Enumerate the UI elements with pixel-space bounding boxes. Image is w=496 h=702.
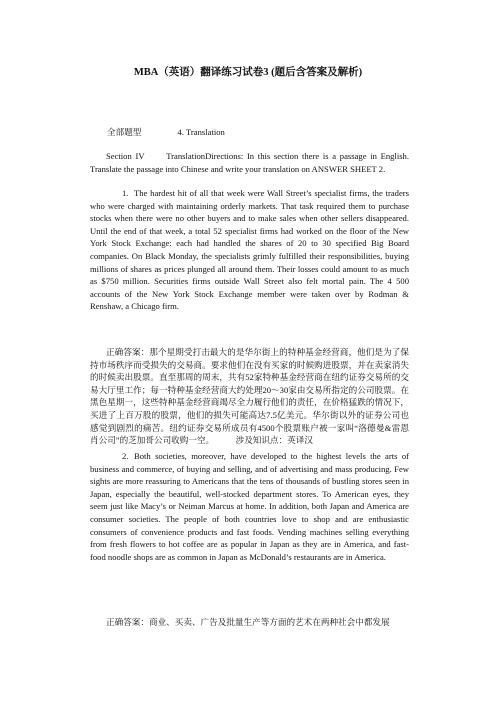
answer-2-text: 正确答案：商业、买卖、广告及批量生产等方面的艺术在两种社会中都发展 xyxy=(106,617,390,627)
question-1-number: 1. xyxy=(122,188,129,198)
question-1-text: The hardest hit of all that week were Wall Street’s specialist firms, the traders who were charged with maintaining orderly markets. That task required them to purchase stocks when there were no other buyers and to make sales when other sellers disappeared. Until the end of that week, a total 52 specialist firms had worked on the floor of the New York Stock Exchange: each had handled the shares of 20 to 30 specified Big Board companies. On Black Monday, the specialists grimly fulfilled their responsibilities, buying millions of shares as prices plunged all around them. Their losses could amount to as much as $750 million. Securities firms outside Wall Street also felt mortal pain. The 4 500 accounts of the New York Stock Exchange member were taken over by Rodman & Renshaw, a Chicago firm. xyxy=(90,188,409,312)
document-title: MBA（英语）翻译练习试卷3 (题后含答案及解析) xyxy=(133,67,363,78)
question-type-value: 4. Translation xyxy=(177,127,225,137)
question-1 xyxy=(90,187,409,313)
question-type-label: 全部题型 xyxy=(107,127,142,137)
question-1-paragraph xyxy=(90,187,409,313)
answer-1 xyxy=(90,346,409,447)
answer-1-text: 正确答案：那个星期受打击最大的是华尔街上的特种基金经营商，他们是为了保持市场秩序而受损失的交易商。要求他们在没有买家的时候购进股票，并在卖家消失的时候卖出股票。直至那周的周末，共有52家特种基金经营商在纽约证券交易所的交易大厅里工作；每一特种基金经营商大约处理20～30家由交易所指定的公司股票。在黑色星期一，这些特种基金经营商竭尽全力履行他们的责任，在价格猛跌的情况下，买进了上百万股的股票，他们的损失可能高达7.5亿美元。华尔街以外的证券公司也感觉到剧烈的痛苦。纽约证券交易所成员有4500个股票账户被一家叫“洛德曼&雷恩肖公司”的芝加哥公司收购一空。 涉及知识点：英译汉 xyxy=(90,347,409,446)
question-type-line xyxy=(107,126,225,138)
section-directions-text: Section IV TranslationDirections: In this section there is a passage in English. Translate the passage into Chinese and write your translation on ANSWER SHEET 2. xyxy=(90,151,409,174)
section-directions xyxy=(90,150,409,175)
question-2-number: 2. xyxy=(122,451,129,461)
answer-2 xyxy=(90,616,409,629)
question-2-text: Both societies, moreover, have developed to the highest levels the arts of business and commerce, of buying and selling, and of advertising and mass producing. Few sights are more reassuring to Americans that the tens of thousands of bustling stores seen in Japan, especially the beautiful, well-stocked department stores. To American eyes, they seem just like Macy’s or Neiman Marcus at home. In addition, both Japan and America are consumer societies. The people of both countries love to shop and are enthusiastic consumers of convenience products and fast foods. Vending machines selling everything from fresh flowers to hot coffee are as popular in Japan as they are in America, and fast-food noodle shops are as common in Japan as McDonald’s restaurants are in America. xyxy=(90,451,409,562)
question-2-paragraph xyxy=(90,450,409,563)
question-2 xyxy=(90,450,409,563)
